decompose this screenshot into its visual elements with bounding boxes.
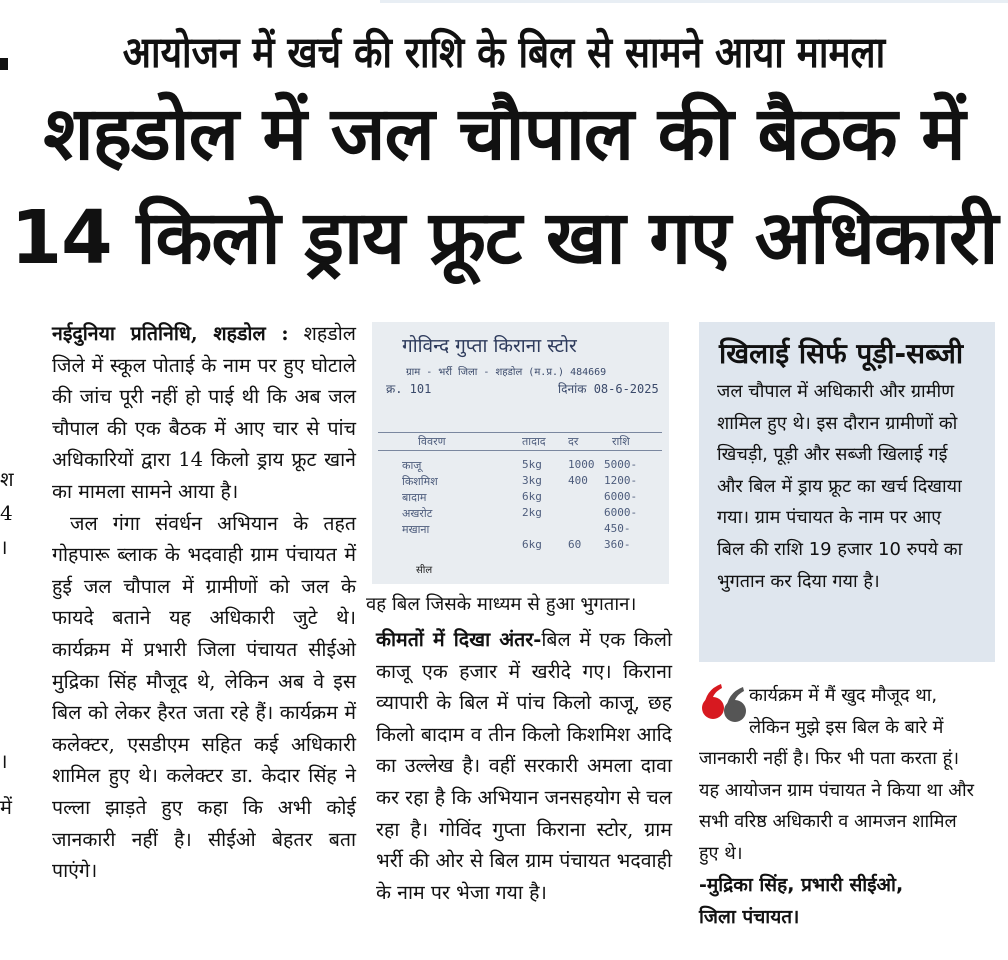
bill-date: दिनांक 08-6-2025 xyxy=(558,382,659,396)
bill-cell-rate: 1000 xyxy=(568,458,595,471)
headline-line-2: 14 किलो ड्राय फ्रूट खा गए अधिकारी xyxy=(10,195,998,281)
bill-store-name: गोविन्द गुप्ता किराना स्टोर xyxy=(402,335,577,357)
bill-col-amount: राशि xyxy=(612,435,630,448)
bullet-marker xyxy=(0,58,8,70)
bill-col-item: विवरण xyxy=(418,435,446,448)
byline: नईदुनिया प्रतिनिधि, शहडोल : xyxy=(52,322,289,345)
edge-fragment: । xyxy=(0,749,8,773)
bill-cell-amount: 5000- xyxy=(604,458,638,471)
bill-stamp: सील xyxy=(416,565,433,576)
bill-cell-qty: 6kg xyxy=(522,538,542,551)
bill-cell-rate: 400 xyxy=(568,474,588,487)
photo-caption: वह बिल जिसके माध्यम से हुआ भुगतान। xyxy=(366,594,637,615)
top-rule xyxy=(380,0,1008,3)
para-1-text: शहडोल जिले में स्कूल पोताई के नाम पर हुए घोटाले की जांच पूरी नहीं हो पाई थी कि अब जल चौपाल की एक बैठक में आए चार से पांच अधिकारियों द्वारा 14 किलो ड्राय फ्रूट खाने का मामला सामने आया है। xyxy=(52,322,356,503)
bill-cell-amount: 450- xyxy=(604,522,631,535)
article-para-2: जल गंगा संवर्धन अभियान के तहत गोहपारू ब्लाक के भदवाही ग्राम पंचायत में हुई जल चौपाल में ग्रामीणों को जल के फायदे बताने यह अधिकारी जुटे थे। कार्यक्रम में प्रभारी जिला पंचायत सीईओ मुद्रिका सिंह मौजूद थे, लेकिन अब वे इस बिल को लेकर हैरत जता रहे हैं। कार्यक्रम में कलेक्टर, एसडीएम सहित कई अधिकारी शामिल हुए थे। कलेक्टर डा. केदार सिंह ने पल्ला झाड़ते हुए कहा कि अभी कोई जानकारी नहीं है। सीईओ बेहतर बता पाएंगे। xyxy=(52,511,356,883)
bill-cell-amount: 1200- xyxy=(604,474,638,487)
quote-attribution xyxy=(699,870,989,933)
bill-photo xyxy=(372,322,669,584)
bill-cell-qty: 2kg xyxy=(522,506,542,519)
edge-fragment: । xyxy=(0,535,8,559)
sidebar-box xyxy=(699,322,995,662)
article-column-1 xyxy=(52,318,356,887)
bill-cell-amount: 6000- xyxy=(604,506,638,519)
article-para-1 xyxy=(52,318,356,508)
bill-col-rate: दर xyxy=(568,435,579,448)
bill-col-qty: तादाद xyxy=(522,435,546,448)
para-3-text: बिल में एक किलो काजू एक हजार में खरीदे गए। किराना व्यापारी के बिल में पांच किलो काजू, छह किलो बादाम व तीन किलो किशमिश आदि का उल्लेख है। वहीं सरकारी अमला दावा कर रहा है कि अभियान जनसहयोग से चल रहा है। गोविंद गुप्ता किराना स्टोर, ग्राम भर्री की ओर से बिल ग्राम पंचायत भदवाही के नाम पर भेजा गया है। xyxy=(376,628,672,904)
headline-line-1: शहडोल में जल चौपाल की बैठक में xyxy=(43,91,965,177)
bill-rule xyxy=(378,450,662,451)
article-para-3 xyxy=(376,624,672,908)
bill-cell-item: काजू xyxy=(402,459,422,472)
bill-cell-item: बादाम xyxy=(402,491,427,504)
bill-number: क्र. 101 xyxy=(386,382,432,396)
attribution-line-1: -मुद्रिका सिंह, प्रभारी सीईओ, xyxy=(699,874,904,896)
bill-cell-item: किशमिश xyxy=(402,475,438,488)
edge-fragment: 4 xyxy=(0,501,13,525)
sidebar-body: जल चौपाल में अधिकारी और ग्रामीण शामिल हुए थे। इस दौरान ग्रामीणों को खिचड़ी, पूड़ी और सब्जी खिलाई गई और बिल में ड्राय फ्रूट का खर्च दिखाया गया। ग्राम पंचायत के नाम पर आए बिल की राशि 19 हजार 10 रुपये का भुगतान कर दिया गया है। xyxy=(717,381,963,592)
sidebar-title: खिलाई सिर्फ पूड़ी-सब्जी xyxy=(719,337,964,370)
bill-cell-amount: 360- xyxy=(604,538,631,551)
bill-cell-item: अखरोट xyxy=(402,507,433,520)
edge-fragment: में xyxy=(0,795,12,819)
bill-cell-rate: 60 xyxy=(568,538,582,551)
article-column-2 xyxy=(376,624,672,908)
edge-fragment: श xyxy=(0,467,14,491)
bill-rule xyxy=(378,432,662,433)
pull-quote xyxy=(699,680,981,870)
bill-cell-qty: 5kg xyxy=(522,458,542,471)
bill-address: ग्राम - भर्री जिला - शहडोल (म.प्र.) 484669 xyxy=(406,367,607,378)
bill-cell-qty: 3kg xyxy=(522,474,542,487)
quote-text: कार्यक्रम में मैं खुद मौजूद था, लेकिन मुझे इस बिल के बारे में जानकारी नहीं है। फिर भी पता करता हूं। यह आयोजन ग्राम पंचायत ने किया था और सभी वरिष्ठ अधिकारी व आमजन शामिल हुए थे। xyxy=(699,685,975,864)
bill-cell-item: मखाना xyxy=(402,523,430,536)
bill-cell-amount: 6000- xyxy=(604,490,638,503)
attribution-line-2: जिला पंचायत। xyxy=(699,905,800,928)
subhead: कीमतों में दिखा अंतर- xyxy=(376,628,542,651)
strapline: आयोजन में खर्च की राशि के बिल से सामने आया मामला xyxy=(122,28,886,78)
bill-cell-qty: 6kg xyxy=(522,490,542,503)
